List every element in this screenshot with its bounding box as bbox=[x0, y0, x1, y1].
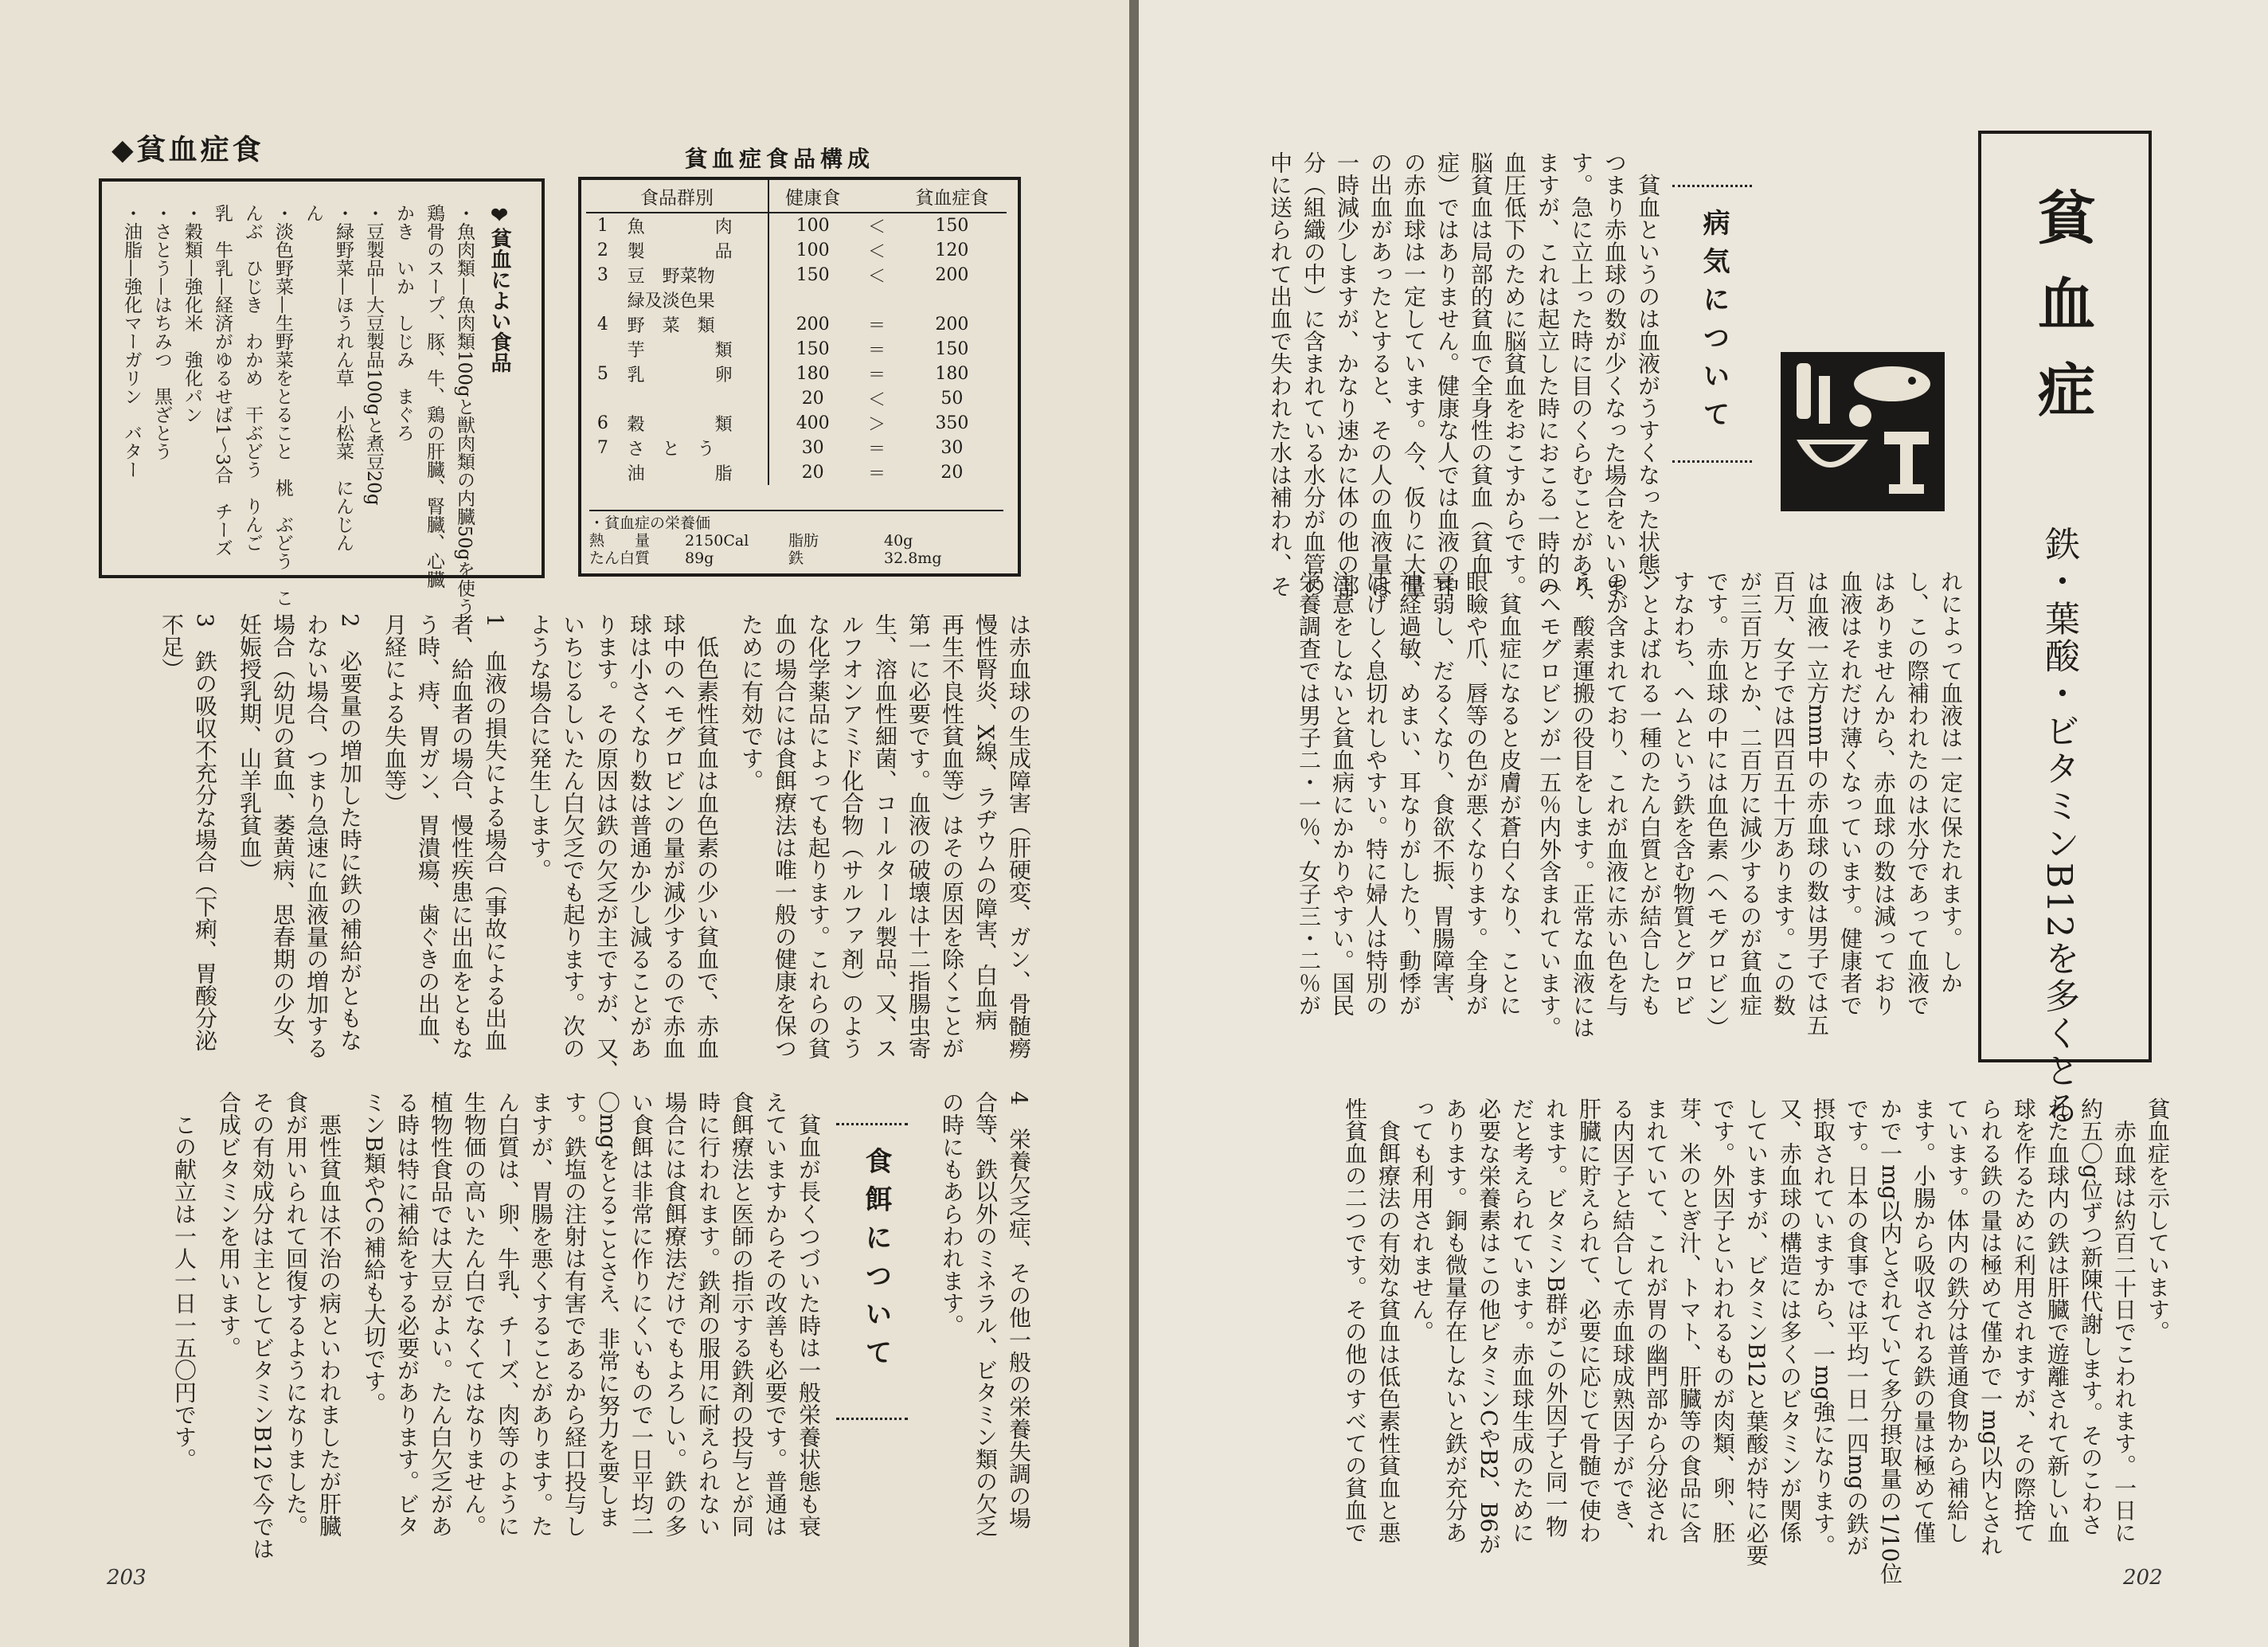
food-table-cell bbox=[586, 386, 620, 411]
food-table-cell: ＝ bbox=[868, 366, 886, 385]
food-table-cell: 豆 野菜物 bbox=[627, 267, 715, 287]
food-table-cell: 緑及淡色果 bbox=[627, 291, 715, 311]
page-number-left: 203 bbox=[107, 1566, 147, 1590]
food-table-cell bbox=[586, 337, 620, 362]
food-table-cell: 200 bbox=[935, 265, 969, 285]
food-table-row bbox=[586, 460, 1007, 485]
paragraph: れによって血液は一定に保たれます。しか し、この際補われたのは水分であって血液で はありませんから、赤血球の数は減っており 血液はそれだけ薄くなっています。健康者で は血液一立方mm中の赤血球の数は男子では五 百万、女子では四百五十万あります。この数 が三百万とか、二百万に減少するのが貧血症 です。赤血球の中には血色素（ヘモグロビン） すなわち、ヘムという鉄を含む物質とグロビ ンとよばれる一種のたん白質とが結合したも のが含まれており、これが血液に赤い色を与 え、酸素運搬の役目をします。正常な血液には （ヘモグロビンが一五％内外含まれています。 bbox=[1536, 570, 1964, 1039]
food-table-cell: 6 bbox=[596, 413, 608, 433]
page-title: 貧血症 bbox=[2028, 188, 2096, 446]
food-table-cell: 180 bbox=[935, 364, 969, 384]
food-table-cell: 製 品 bbox=[627, 242, 733, 262]
food-table-cell: 150 bbox=[768, 337, 856, 362]
good-foods-line: ・魚肉類—魚肉類100gと獣肉類の内臓50gを使う bbox=[454, 204, 475, 616]
paragraph: 1 血液の損失による場合（事故による出血 者、給血者の場合、慢性疾患に出血をともな う時、痔、胃ガン、胃潰瘍、歯ぐきの出血、 月経による失血等） bbox=[381, 613, 508, 1059]
food-table-cell: 150 bbox=[935, 339, 969, 359]
food-table-cell: 150 bbox=[935, 216, 969, 236]
food-table-cell: さ と う bbox=[627, 440, 715, 460]
food-table-cell bbox=[856, 288, 897, 312]
paragraph: は赤血球の生成障害（肝硬変、ガン、骨髄癆 慢性腎炎、X線、ラヂウムの障害、白血病 再生不良性貧血等）はその原因を除くことが 第一に必要です。血液の破壊は十二指腸虫寄 生、溶血性細菌、コールタール製品、又、ス ルフオンアミド化合物（サルファ剤）のよう な化学薬品によっても起ります。これらの貧 血の場合には食餌療法は唯一般の健康を保つ ために有効です。 bbox=[738, 613, 1032, 1059]
food-table-header: 貧血症食 bbox=[897, 180, 1007, 213]
food-table-cell: 200 bbox=[935, 315, 969, 334]
food-table-cell: 120 bbox=[935, 241, 969, 260]
food-table-cell: 乳 卵 bbox=[627, 366, 733, 385]
food-table-cell: 30 bbox=[940, 438, 964, 458]
paragraph: 貧血症になると皮膚が蒼白くなり、ことに 眼瞼や爪、唇等の色が悪くなります。全身が 衰弱し、だるくなり、食欲不振、胃腸障害、 神経過敏、めまい、耳なりがしたり、動悸が はげしく息切れしやすい。特に婦人は特別の 注意をしないと貧血病にかかりやすい。国民 栄養調査では男子二・一％、女子三・二％が bbox=[1296, 570, 1523, 1016]
heading-gap bbox=[836, 1091, 924, 1569]
food-table-row bbox=[586, 362, 1007, 386]
good-foods-line: かき いか しじみ まぐろ bbox=[393, 204, 414, 442]
food-table-row bbox=[586, 213, 1007, 238]
paragraph: 3 鉄の吸収不充分な場合（下痢、胃酸分泌 不足） bbox=[158, 613, 218, 1051]
food-table-cell: ＜ bbox=[868, 390, 886, 410]
food-table-cell: 200 bbox=[768, 312, 856, 337]
paragraph: 低色素性貧血は血色素の少い貧血で、赤血 球中のヘモグロビンの量が減少するので赤血 球は小さくなり数は普通か少し減ることがあ ります。その原因は鉄の欠乏が主ですが、又、 いちじるしいたん白欠乏でも起ります。次の ような場合に発生します。 bbox=[526, 613, 720, 1082]
food-table-row bbox=[586, 288, 1007, 312]
food-table-cell: 100 bbox=[768, 238, 856, 263]
food-table-cell: 20 bbox=[940, 463, 964, 483]
food-table-cell: ＝ bbox=[868, 440, 886, 460]
left-page bbox=[0, 0, 1129, 1647]
food-table-cell: 5 bbox=[596, 364, 608, 384]
food-table-cell bbox=[768, 288, 856, 312]
food-table-cell: 50 bbox=[940, 389, 964, 409]
food-table-cell: ＜ bbox=[868, 267, 886, 287]
good-foods-line: ・豆製品—大豆製品100gと煮豆20g bbox=[363, 204, 384, 506]
nutrition-block bbox=[589, 510, 1003, 567]
page-number-right: 202 bbox=[2123, 1566, 2163, 1590]
good-foods-line: ・淡色野菜—生野菜をとること 桃 ぶどう こ bbox=[272, 204, 293, 607]
food-table bbox=[586, 180, 1007, 485]
right-middle-text bbox=[1218, 570, 1967, 1064]
food-table-cell: ＜ bbox=[868, 217, 886, 237]
food-table-cell: 180 bbox=[768, 362, 856, 386]
good-foods-line: ・穀類—強化米 強化パン bbox=[182, 204, 202, 424]
right-page bbox=[1139, 0, 2268, 1647]
good-foods-line: 鶏骨のスープ、豚、牛、鶏の肝臓、腎臓、心臓 bbox=[424, 204, 444, 589]
food-table-cell: 7 bbox=[596, 438, 608, 458]
nutrition-value: 32.8mg bbox=[884, 550, 942, 567]
food-table-cell: 1 bbox=[596, 216, 608, 236]
paragraph: この献立は一人一日一五〇円です。 bbox=[171, 1091, 197, 1470]
good-foods-title: ❤貧血によい食品 bbox=[487, 204, 511, 373]
food-table-header: 健康食 bbox=[768, 180, 856, 213]
good-foods-line: ・さとう—はちみつ 黒ざとう bbox=[151, 204, 172, 460]
food-table-cell: 野 菜 類 bbox=[627, 316, 715, 336]
paragraph: 2 必要量の増加した時に鉄の補給がともな わない場合、つまり急速に血液量の増加する 場合（幼児の貧血、萎黄病、思春期の少女、 妊娠授乳期、山羊乳貧血） bbox=[237, 613, 363, 1059]
food-table-cell: ＝ bbox=[868, 464, 886, 484]
food-table-cell: 20 bbox=[768, 386, 856, 411]
food-table-cell: 穀 類 bbox=[627, 415, 733, 435]
good-foods-line: ・油脂—強化マーガリン バター bbox=[121, 204, 142, 479]
food-table-row bbox=[586, 436, 1007, 460]
food-table-header bbox=[856, 180, 897, 213]
food-table-cell: ＞ bbox=[868, 415, 886, 435]
food-table-cell bbox=[586, 288, 620, 312]
food-table-row bbox=[586, 312, 1007, 337]
food-table-cell: 芋 類 bbox=[627, 341, 733, 361]
paragraph: 4 栄養欠乏症、その他一般の栄養失調の場 合等、鉄以外のミネラル、ビタミン類の欠乏 の時にもあらわれます。 bbox=[939, 1091, 1032, 1537]
disease-heading: 病気について bbox=[1698, 209, 1730, 438]
food-table-cell: ＝ bbox=[868, 316, 886, 336]
section-heading: ◆貧血症食 bbox=[111, 133, 264, 166]
food-table-row bbox=[586, 238, 1007, 263]
right-upper-text bbox=[1218, 151, 1664, 597]
nutrition-label: たん白質 bbox=[589, 550, 651, 567]
food-table-cell: 魚 肉 bbox=[627, 217, 733, 237]
food-table-cell: 4 bbox=[596, 315, 608, 334]
food-table-cell bbox=[620, 386, 768, 411]
food-table-cell bbox=[586, 460, 620, 485]
nutrition-value: 2150Cal bbox=[685, 532, 749, 550]
food-table-cell: ＜ bbox=[868, 242, 886, 262]
paragraph: 貧血症を示しています。 赤血球は約百二十日でこわれます。一日に 約五〇g位ずつ新陳代謝します。そのこわさ れた血球内の鉄は肝臓で遊離されて新しい血 球を作るために利用されますが、その際捨て られる鉄の量は極めて僅かで一mg以内とされ ています。体内の鉄分は普通食物から補給し ます。小腸から吸収される鉄の量は極めて僅 かで一mg以内とされていて多分摂取量の1/10位 です。日本の食事では平均一日一四mgの鉄が 摂取されていますから、一mg強になります。 又、赤血球の構造には多くのビタミンが関係 していますが、ビタミンB12と葉酸が特に必要 です。外因子といわれるものが肉類、卵、胚 芽、米のとぎ汁、トマト、肝臓等の食品に含 まれていて、これが胃の幽門部から分泌され る内因子と結合して赤血球成熟因子ができ、 肝臓に貯えられて、必要に応じて骨髄で使わ れます。ビタミンB群がこの外因子と同一物 だと考えられています。赤血球生成のために 必要な栄養素はこの他ビタミンCやB2、B6が あります。銅も微量存在しないと鉄が充分あ っても利用されません。 食餌療法の有効な貧血は低色素性貧血と悪 性貧血の二つです。その他のすべての貧血で bbox=[1342, 1097, 2171, 1585]
left-lower-text bbox=[96, 1091, 1035, 1569]
paragraph: 貧血というのは血液がうすくなった状態、 つまり赤血球の数が少くなった場合をいいま す。急に立上った時に目のくらむことがあり ますが、これは起立した時におこる一時的の 血圧低下のために脳貧血をおこすからです。 脳貧血は局部的貧血で全身性の貧血（貧血 症）ではありません。健康な人では血液の中 の赤血球は一定しています。今、仮りに大量 の出血があったとすると、その人の血液量は 一時減少しますが、かなり速かに体の他の部 分（組織の中）に含まれている水分が血管の 中に送られて出血で失われた水は補われ、そ bbox=[1267, 151, 1661, 597]
food-table-cell: 2 bbox=[596, 241, 608, 260]
food-table-cell bbox=[897, 288, 1007, 312]
nutrition-value: 40g bbox=[884, 532, 913, 550]
left-main-text bbox=[96, 613, 1035, 1091]
food-table-header: 食品群別 bbox=[586, 180, 768, 213]
food-table-row bbox=[586, 263, 1007, 288]
good-foods-list bbox=[119, 204, 476, 616]
good-foods-line: ん bbox=[303, 204, 323, 222]
nutrition-label: 脂肪 bbox=[788, 532, 819, 550]
nutrition-label: 鉄 bbox=[788, 550, 804, 567]
food-table-title: 貧血症食品構成 bbox=[685, 146, 875, 172]
good-foods-line: んぶ ひじき わかめ 干ぶどう りんご bbox=[242, 204, 263, 552]
food-illustration-icon bbox=[1781, 352, 1945, 511]
food-table-cell: 3 bbox=[596, 265, 608, 285]
disease-heading-rule-top bbox=[1672, 185, 1752, 187]
food-table-row bbox=[586, 411, 1007, 436]
food-table-header-row bbox=[586, 180, 1007, 213]
good-foods-line: 乳 牛乳—経済がゆるせば1〜3合 チーズ bbox=[212, 204, 233, 557]
food-table-row bbox=[586, 337, 1007, 362]
good-foods-line: ・緑野菜—ほうれん草 小松菜 にんじん bbox=[333, 204, 354, 552]
food-table-cell: 20 bbox=[768, 460, 856, 485]
food-table-cell: ＝ bbox=[868, 341, 886, 361]
food-table-cell: 350 bbox=[935, 413, 969, 433]
nutrition-value: 89g bbox=[685, 550, 714, 567]
paragraph: 貧血が長くつづいた時は一般栄養状態も衰 えていますからその改善も必要です。普通は 食餌療法と医師の指示する鉄剤の投与とが同 時に行われます。鉄剤の服用に耐えられない 場合には食餌療法だけでもよろしい。鉄の多 い食餌は非常に作りにくいもので一日平均二 〇mgをとることさえ、非常に努力を要しま す。鉄塩の注射は有害であるから経口投与し ますが、胃腸を悪くすることがあります。た ん白質は、卵、牛乳、チーズ、肉等のように 生物価の高いたん白でなくてはなりません。 植物性食品では大豆がよい。たん白欠乏があ る時は特に補給をする必要があります。ビタ ミンB類やCの補給も大切です。 bbox=[361, 1091, 822, 1537]
food-table-cell: 100 bbox=[768, 213, 856, 238]
food-table-cell: 400 bbox=[768, 411, 856, 436]
nutrition-label: 熱 量 bbox=[589, 532, 651, 550]
food-table-cell: 150 bbox=[768, 263, 856, 288]
food-table-row bbox=[586, 386, 1007, 411]
page-subtitle: 鉄・葉酸・ビタミンB12を多くとる bbox=[2039, 526, 2079, 1128]
food-table-cell: 30 bbox=[768, 436, 856, 460]
paragraph: 悪性貧血は不治の病といわれましたが肝臓 食が用いられて回復するようになりました。 その有効成分は主としてビタミンB12で今では 合成ビタミンを用います。 bbox=[216, 1091, 342, 1560]
nutrition-note: ・貧血症の栄養価 bbox=[589, 514, 711, 532]
food-table-cell: 油 脂 bbox=[627, 464, 733, 484]
diet-heading: 食餌について bbox=[860, 1147, 892, 1376]
disease-heading-rule-bottom bbox=[1672, 460, 1752, 463]
